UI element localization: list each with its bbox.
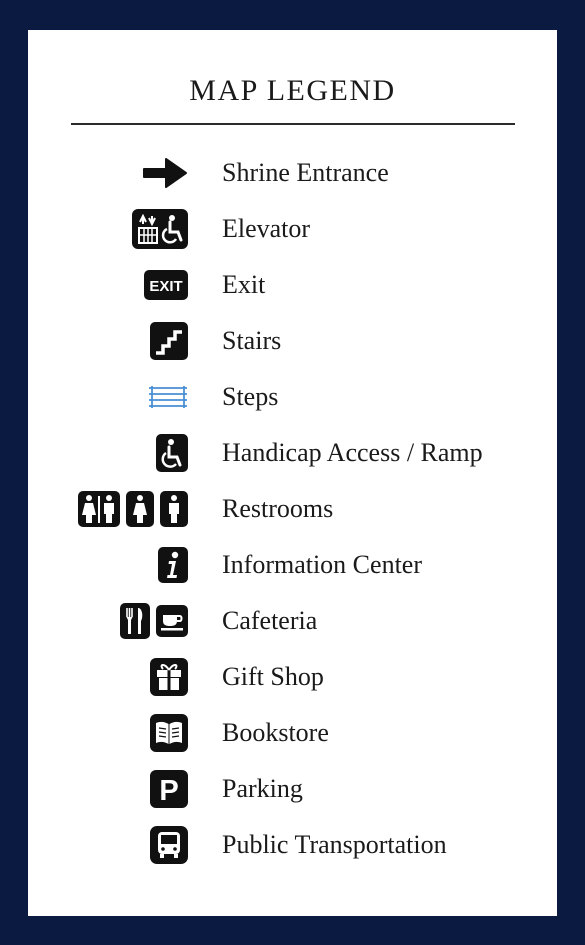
legend-item-handicap-access: [28, 430, 557, 476]
legend-item-label: Gift Shop: [222, 662, 324, 691]
book-icon: [150, 714, 188, 752]
legend-item-gift-shop: [28, 654, 557, 700]
legend-panel: [28, 30, 557, 916]
legend-item-label: Exit: [222, 270, 266, 299]
information-icon: [158, 547, 188, 583]
legend-item-label: Public Transportation: [222, 830, 447, 859]
steps-icon: [148, 385, 188, 409]
legend-item-label: Cafeteria: [222, 606, 318, 635]
exit-sign-icon: [144, 270, 188, 300]
coffee-cup-icon: [156, 605, 188, 637]
legend-item-elevator: [28, 206, 557, 252]
restroom-family-icon: [78, 491, 120, 527]
legend-item-information-center: [28, 542, 557, 588]
gift-icon: [150, 658, 188, 696]
legend-item-label: Information Center: [222, 550, 422, 579]
restroom-women-icon: [126, 491, 154, 527]
legend-item-cafeteria: [28, 598, 557, 644]
legend-item-label: Steps: [222, 382, 279, 411]
title-divider: [71, 123, 515, 125]
legend-item-label: Handicap Access / Ramp: [222, 438, 483, 467]
wheelchair-icon: [156, 434, 188, 472]
bus-icon: [150, 826, 188, 864]
parking-sign-text: P: [159, 775, 179, 807]
legend-item-label: Parking: [222, 774, 303, 803]
legend-item-parking: [28, 766, 557, 812]
restroom-men-icon: [160, 491, 188, 527]
legend-item-restrooms: [28, 486, 557, 532]
legend-item-exit: [28, 262, 557, 308]
legend-item-label: Stairs: [222, 326, 282, 355]
legend-item-stairs: [28, 318, 557, 364]
legend-item-public-transportation: [28, 822, 557, 868]
legend-item-bookstore: [28, 710, 557, 756]
stairs-icon: [150, 322, 188, 360]
fork-knife-icon: [120, 603, 150, 639]
legend-item-label: Restrooms: [222, 494, 334, 523]
arrow-right-icon: [142, 156, 188, 190]
legend-item-label: Bookstore: [222, 718, 329, 747]
parking-icon: [150, 770, 188, 808]
legend-title: MAP LEGEND: [189, 74, 396, 107]
legend-item-steps: [28, 374, 557, 420]
legend-item-shrine-entrance: [28, 150, 557, 196]
elevator-icon: [132, 209, 188, 249]
legend-item-label: Elevator: [222, 214, 311, 243]
legend-item-label: Shrine Entrance: [222, 158, 389, 187]
exit-sign-text: EXIT: [149, 278, 183, 295]
